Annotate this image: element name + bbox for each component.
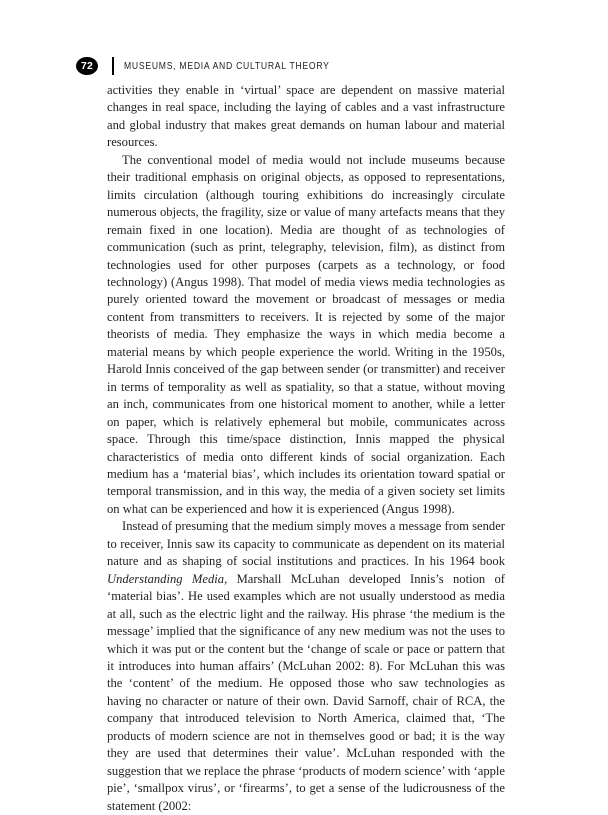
book-title-understanding-media: Understanding Media bbox=[107, 571, 225, 586]
paragraph-text-start: Instead of presuming that the medium simply moves a message from sender to receiver, Innis saw its capacity to communicate as dependent on its material nature and as shaping of social institutions and practices. In his 1964 book bbox=[107, 519, 505, 569]
running-header bbox=[76, 56, 375, 76]
paragraph-text-end: , Marshall McLuhan developed Innis’s notion of ‘material bias’. He used examples which are not usually understood as media at all, such as the electric light and the railway. His phrase ‘the medium is the message’ implied that the significance of any new medium was not the uses to which it was put or the content but the ‘change of scale or pace or pattern that it introduces into human affairs’ (McLuhan 2002: 8). For McLuhan this was the ‘content’ of the medium. He opposed those who saw technologies as having no character or nature of their own. David Sarnoff, chair of RCA, the company that introduced television to North America, claimed that, ‘The products of modern science are not in themselves good or bad; it is the way they are used that determines their value’. McLuhan responded with the suggestion that we replace the phrase ‘products of modern science’ with ‘apple pie’, ‘smallpox virus’, or ‘firearms’, to get a sense of the ludicrousness of the statement (2002: bbox=[107, 571, 505, 813]
paragraph-media-model: The conventional model of media would not include museums because their traditional emphasis on original objects, as opposed to representations, limits circulation (although touring exhibitions do increasingly circulate numerous objects, the fragility, size or value of many artefacts means that they remain fixed in one location). Media are thought of as technologies of communication (such as print, telegraphy, television, film), as distinct from technologies used for other purposes (carpets as a technology, or food technology) (Angus 1998). That model of media views media technologies as purely oriented toward the movement or broadcast of messages or media content from transmitters to receivers. It is rejected by some of the major theorists of media. They emphasize the ways in which media become a material means by which people experience the world. Writing in the 1950s, Harold Innis conceived of the gap between sender (or transmitter) and receiver in terms of temporality as well as spatiality, so that a statue, without moving an inch, communicates from one historical moment to another, while a letter on paper, which is relatively ephemeral but mobile, communicates across space. Through this time/space distinction, Innis mapped the physical characteristics of media onto different kinds of social organization. Each medium has a ‘material bias’, which includes its orientation toward spatial or temporal transmission, and in this way, the media of a given society set limits on what can be experienced and how it is experienced (Angus 1998). bbox=[107, 152, 505, 516]
paragraph-continued: activities they enable in ‘virtual’ space are dependent on massive material changes in real space, including the laying of cables and a vast infrastructure and global industry that makes great demands on human labour and material resources. bbox=[107, 83, 505, 150]
running-title: MUSEUMS, MEDIA AND CULTURAL THEORY bbox=[124, 60, 330, 72]
page-number-badge bbox=[76, 57, 98, 75]
page-number: 72 bbox=[80, 60, 94, 72]
paragraph-innis-mcluhan bbox=[107, 518, 505, 815]
body-text bbox=[107, 82, 505, 815]
header-divider bbox=[112, 57, 114, 75]
